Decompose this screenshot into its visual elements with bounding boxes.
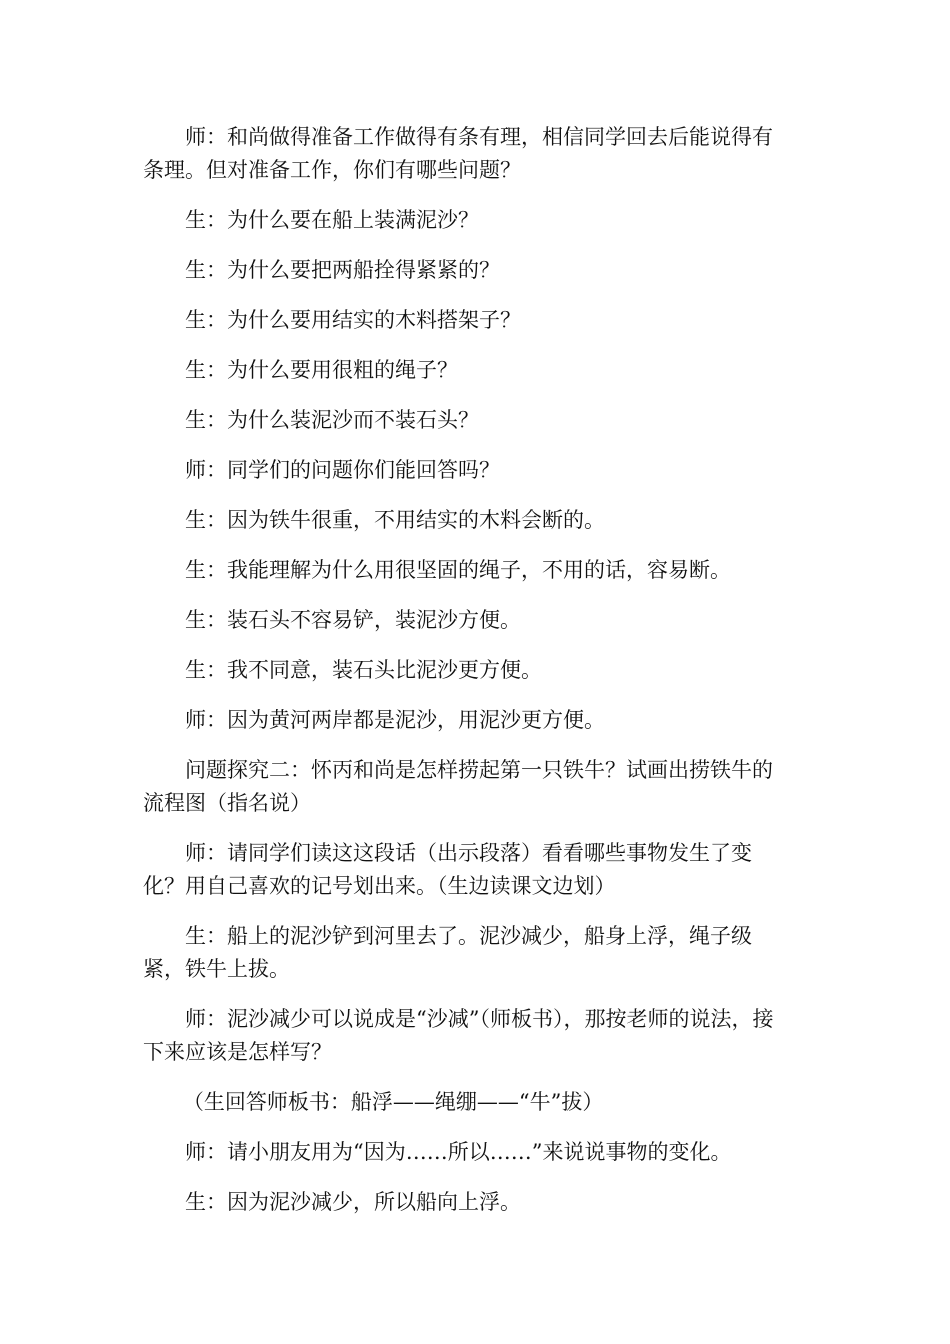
paragraph: 生：我不同意，装石头比泥沙更方便。 xyxy=(185,658,542,682)
paragraph: 生：为什么要把两船拴得紧紧的？ xyxy=(185,258,500,282)
paragraph: 生：船上的泥沙铲到河里去了。泥沙减少，船身上浮，绳子级紧，铁牛上拔。 xyxy=(143,924,752,981)
paragraph: 生：因为泥沙减少，所以船向上浮。 xyxy=(185,1190,521,1214)
paragraph: 师：请小朋友用为“因为……所以……”来说说事物的变化。 xyxy=(185,1140,732,1164)
paragraph: 师：同学们的问题你们能回答吗？ xyxy=(185,458,500,482)
paragraph: 师：泥沙减少可以说成是“沙减”（师板书），那按老师的说法，接下来应该是怎样写？ xyxy=(143,1007,774,1064)
paragraph: 生：为什么要在船上装满泥沙？ xyxy=(185,208,479,232)
paragraph: 问题探究二：怀丙和尚是怎样捞起第一只铁牛？试画出捞铁牛的流程图（指名说） xyxy=(143,758,773,815)
paragraph: 生：为什么要用结实的木料搭架子？ xyxy=(185,308,521,332)
paragraph: 师：请同学们读这这段话（出示段落）看看哪些事物发生了变化？用自己喜欢的记号划出来。（生边读课文边划） xyxy=(143,841,752,898)
paragraph: 师：因为黄河两岸都是泥沙，用泥沙更方便。 xyxy=(185,708,605,732)
paragraph: 师：和尚做得准备工作做得有条有理，相信同学回去后能说得有条理。但对准备工作，你们有哪些问题？ xyxy=(143,125,773,182)
paragraph: （生回答师板书：船浮——绳绷——“牛”拔） xyxy=(182,1090,604,1114)
paragraph: 生：为什么装泥沙而不装石头？ xyxy=(185,408,479,432)
document-body xyxy=(143,121,793,1236)
paragraph: 生：装石头不容易铲，装泥沙方便。 xyxy=(185,608,521,632)
paragraph: 生：为什么要用很粗的绳子？ xyxy=(185,358,458,382)
paragraph: 生：因为铁牛很重，不用结实的木料会断的。 xyxy=(185,508,605,532)
paragraph: 生：我能理解为什么用很坚固的绳子，不用的话，容易断。 xyxy=(185,558,731,582)
